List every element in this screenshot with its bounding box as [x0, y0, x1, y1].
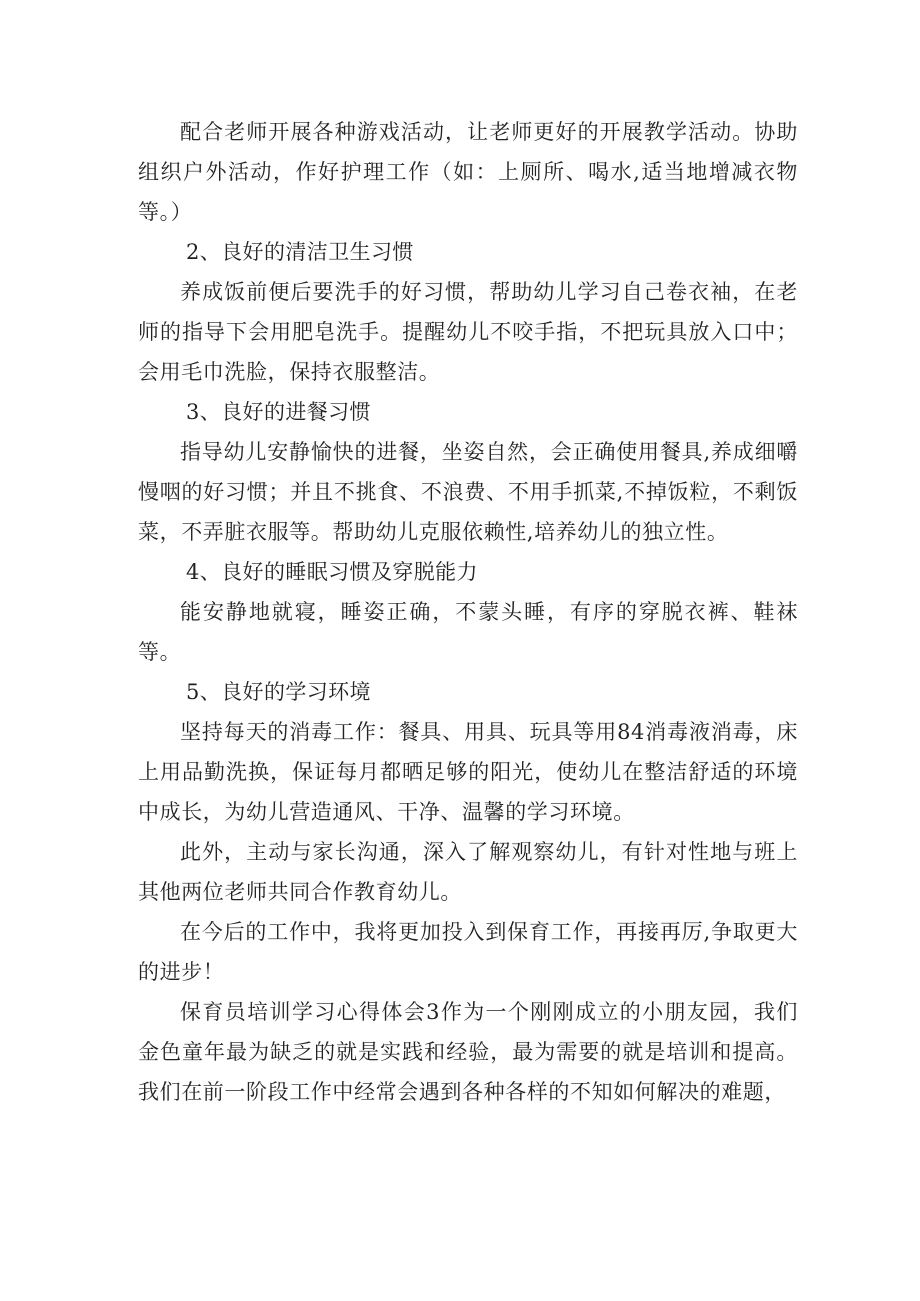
- heading-learning-environment: 5、良好的学习环境: [186, 680, 371, 704]
- paragraph-hygiene: 养成饭前便后要洗手的好习惯，帮助幼儿学习自己卷衣袖，在老师的指导下会用肥皂洗手。提醒幼儿不咬手指，不把玩具放入口中；会用毛巾洗脸，保持衣服整洁。: [138, 280, 798, 384]
- heading-hygiene-habits: 2、良好的清洁卫生习惯: [186, 240, 414, 264]
- paragraph-assist-activities: 配合老师开展各种游戏活动，让老师更好的开展教学活动。协助组织户外活动，作好护理工作（如：上厕所、喝水,适当地增减衣物等。）: [138, 120, 798, 224]
- heading-sleep-habits: 4、良好的睡眠习惯及穿脱能力: [186, 560, 478, 584]
- paragraph-parent-communication: 此外，主动与家长沟通，深入了解观察幼儿，有针对性地与班上其他两位老师共同合作教育幼儿。: [138, 840, 798, 904]
- paragraph-sleep: 能安静地就寝，睡姿正确，不蒙头睡，有序的穿脱衣裤、鞋袜等。: [138, 600, 798, 664]
- heading-eating-habits: 3、良好的进餐习惯: [186, 400, 371, 424]
- paragraph-eating: 指导幼儿安静愉快的进餐，坐姿自然，会正确使用餐具,养成细嚼慢咽的好习惯；并且不挑食、不浪费、不用手抓菜,不掉饭粒，不剩饭菜，不弄脏衣服等。帮助幼儿克服依赖性,培养幼儿的独立性。: [138, 440, 798, 544]
- paragraph-disinfection: 坚持每天的消毒工作：餐具、用具、玩具等用84消毒液消毒，床上用品勤洗换，保证每月都晒足够的阳光，使幼儿在整洁舒适的环境中成长，为幼儿营造通风、干净、温馨的学习环境。: [138, 720, 798, 824]
- paragraph-training-experience: 保育员培训学习心得体会3作为一个刚刚成立的小朋友园，我们金色童年最为缺乏的就是实践和经验，最为需要的就是培训和提高。我们在前一阶段工作中经常会遇到各种各样的不知如何解决的难题，: [138, 1000, 798, 1104]
- paragraph-future-work: 在今后的工作中，我将更加投入到保育工作，再接再厉,争取更大的进步！: [138, 920, 798, 984]
- document-body: [138, 112, 798, 1112]
